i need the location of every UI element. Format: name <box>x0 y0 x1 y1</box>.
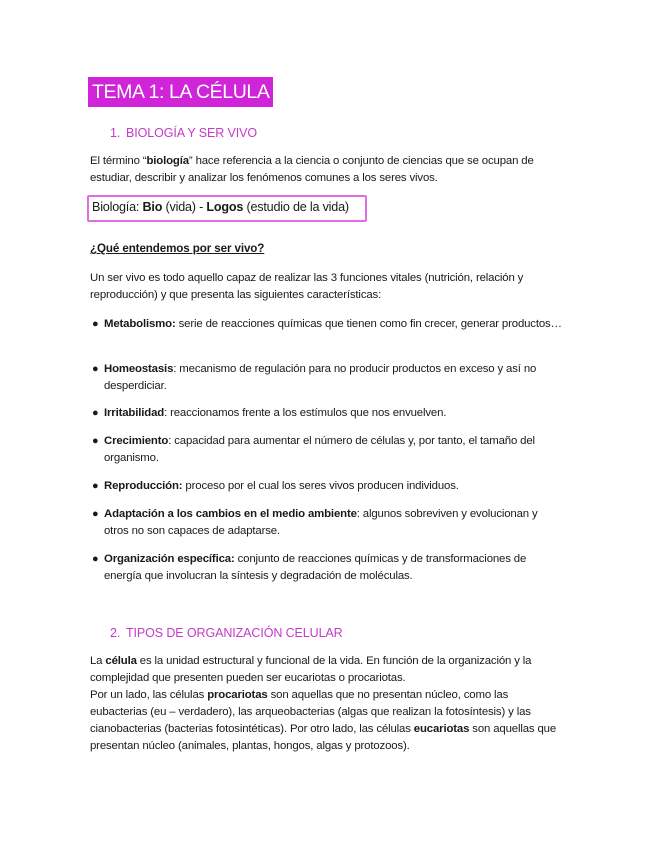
text-run: La <box>90 655 106 667</box>
bold-term: Crecimiento <box>104 435 169 447</box>
bold-term: Reproducción: <box>104 480 183 492</box>
living-intro-paragraph: Un ser vivo es todo aquello capaz de realizar las 3 funciones vitales (nutrición, relación y reproducción) y que presenta las siguientes características: <box>90 272 524 301</box>
bold-term: biología <box>146 155 189 167</box>
section-number: 1. <box>110 126 121 140</box>
bold-term: procariotas <box>207 689 268 701</box>
text-run: Por un lado, las células <box>90 689 208 701</box>
bold-term: Adaptación a los cambios en el medio ambiente <box>104 508 357 520</box>
section-heading-text: TIPOS DE ORGANIZACIÓN CELULAR <box>126 626 343 640</box>
text-run: serie de reacciones químicas que tienen como fin crecer, generar productos… <box>175 318 562 330</box>
text-run: Biología: <box>92 200 143 214</box>
bold-term: Bio <box>142 200 163 214</box>
bold-term: Homeostasis <box>104 363 174 375</box>
subsection-question: ¿Qué entendemos por ser vivo? <box>90 242 265 255</box>
bold-term: Organización específica: <box>104 553 235 565</box>
characteristic-item <box>92 405 564 422</box>
text-run: son aquellas que no presentan núcleo, como las eubacterias (eu – verdadero), las arqueobacterias (algas que realizan la fotosíntesis) y las cianobacterias (bacterias fotosintéticas). Por otro lado, las células <box>90 689 531 735</box>
text-run: proceso por el cual los seres vivos producen individuos. <box>182 480 459 492</box>
section-heading-text: BIOLOGÍA Y SER VIVO <box>126 126 258 140</box>
bullet-icon: ● <box>92 318 99 330</box>
characteristic-item <box>92 361 564 395</box>
text-run: : mecanismo de regulación para no producir productos en exceso y así no desperdiciar. <box>104 363 537 392</box>
characteristic-item <box>92 478 564 495</box>
bold-term: célula <box>105 655 137 667</box>
bullet-icon: ● <box>92 480 99 492</box>
cell-paragraph <box>90 653 568 687</box>
intro-paragraph <box>90 153 568 187</box>
section-heading-1 <box>110 126 257 140</box>
text-run: conjunto de reacciones químicas y de transformaciones de energía que involucran la síntesis y degradación de moléculas. <box>104 553 527 582</box>
text-run: son aquellas que presentan núcleo (animales, plantas, hongos, algas y protozoos). <box>90 723 557 752</box>
bold-term: Irritabilidad <box>104 407 165 419</box>
section-heading-2 <box>110 626 343 640</box>
text-run: (vida) - <box>162 200 207 214</box>
text-run: : capacidad para aumentar el número de células y, por tanto, el tamaño del organismo. <box>104 435 535 464</box>
text-run: ” hace referencia a la ciencia o conjunto de ciencias que se ocupan de estudiar, describir y analizar los fenómenos comunes a los seres vivos. <box>90 155 534 184</box>
bold-term: eucariotas <box>413 723 470 735</box>
text-run: es la unidad estructural y funcional de la vida. En función de la organización y la complejidad que presenten pueden ser eucariotas o procariotas. <box>90 655 532 684</box>
page-title: TEMA 1: LA CÉLULA <box>88 77 273 107</box>
text-run: : algunos sobreviven y evolucionan y otros no son capaces de adaptarse. <box>104 508 538 537</box>
cell-types-paragraph <box>90 687 568 755</box>
definition-box <box>87 195 367 222</box>
bullet-icon: ● <box>92 508 99 520</box>
text-run: : reaccionamos frente a los estímulos que nos envuelven. <box>164 407 447 419</box>
text-run: (estudio de la vida) <box>243 200 349 214</box>
bold-term: Logos <box>206 200 244 214</box>
characteristic-item <box>92 433 564 467</box>
text-run: El término “ <box>90 155 147 167</box>
characteristic-item <box>92 316 564 333</box>
bullet-icon: ● <box>92 435 99 447</box>
characteristic-item <box>92 506 564 540</box>
bullet-icon: ● <box>92 553 99 565</box>
bullet-icon: ● <box>92 363 99 375</box>
bold-term: Metabolismo: <box>104 318 176 330</box>
characteristic-item <box>92 551 564 585</box>
section-number: 2. <box>110 626 121 640</box>
bullet-icon: ● <box>92 407 99 419</box>
